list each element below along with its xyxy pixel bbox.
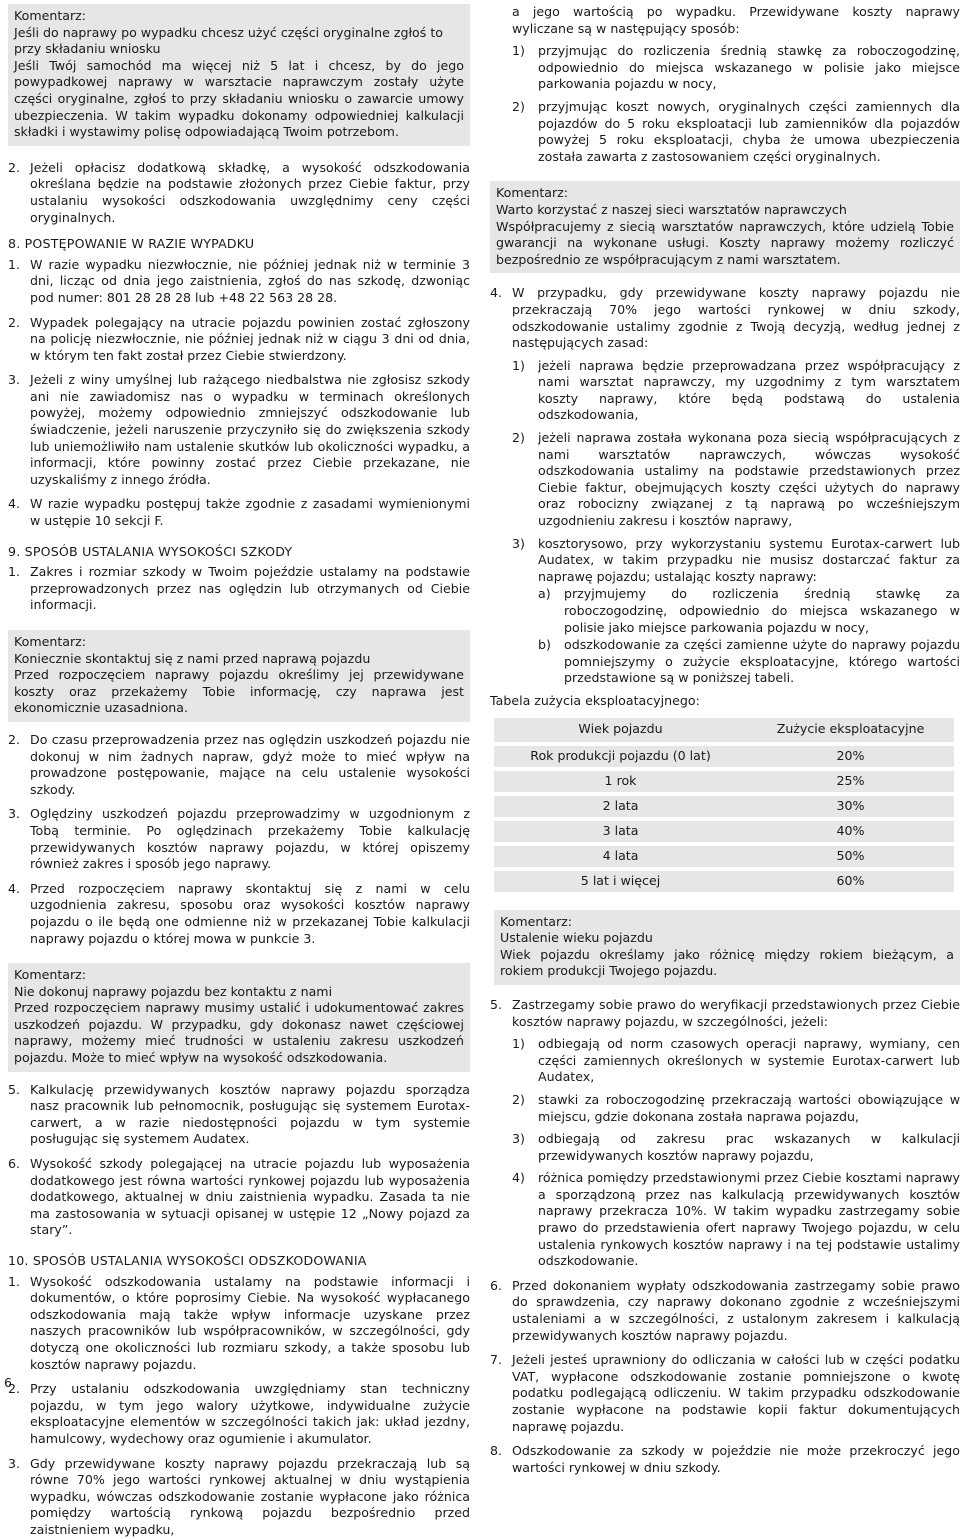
table-cell: 25% xyxy=(747,771,954,794)
table-cell: 3 lata xyxy=(494,821,747,844)
table-row xyxy=(494,821,954,844)
sub-item: 3) kosztorysowo, przy wykorzystaniu systemu Eurotax-carwert lub Audatex, w takim przypadku nie musisz dostarczać faktur za naprawę pojazdu; ustalając koszty naprawy: xyxy=(512,535,960,584)
comment-box-vehicle-age: Komentarz: Ustalenie wieku pojazdu Wiek pojazdu określamy jako różnicę między rokiem bieżącym, a rokiem produkcji Twojego pojazdu. xyxy=(494,910,960,985)
table-caption: Tabela zużycia eksploatacyjnego: xyxy=(490,692,700,708)
list-item: 1. Wysokość odszkodowania ustalamy na podstawie informacji i dokumentów, o które poprosimy Ciebie. Na wysokość wypłacanego odszkodowania mają także wpływ informacje uzyskane przez naszych pracowników lub współpracowników, w szczególności, gdy dotyczą one okoliczności lub rozmiaru szkody, a także sposobu lub kosztów naprawy pojazdu. xyxy=(8,1273,470,1372)
list-item: 4. W razie wypadku postępuj także zgodnie z zasadami wymienionymi w ustępie 10 sekcji F. xyxy=(8,496,470,529)
table-cell: Rok produkcji pojazdu (0 lat) xyxy=(494,746,747,769)
section-9-heading: 9. SPOSÓB USTALANIA WYSOKOŚCI SZKODY xyxy=(8,543,293,559)
table-cell: 1 rok xyxy=(494,771,747,794)
sub-item: 1) przyjmując do rozliczenia średnią stawkę za roboczogodzinę, odpowiednio do miejsca wskazanego w polisie jako miejsce parkowania pojazdu w nocy, xyxy=(512,43,960,92)
list-item: 8. Odszkodowanie za szkody w pojeździe nie może przekroczyć jego wartości rynkowej w dniu szkody. xyxy=(490,1443,960,1475)
section-8-heading: 8. POSTĘPOWANIE W RAZIE WYPADKU xyxy=(8,236,255,252)
comment-text: Jeśli Twój samochód ma więcej niż 5 lat i chcesz, by do jego powypadkowej naprawy w warsztacie naprawczym zostały użyte części oryginalne, zgłoś to przy składaniu wniosku o zawarcie umowy ubezpieczenia. W takim wypadku dokonamy odpowiedniej kalkulacji składki i wystawimy polisę odpowiadającą Twoim potrzebom. xyxy=(14,57,464,140)
list-item: 3. Gdy przewidywane koszty naprawy pojazdu przekraczają lub są równe 70% jego wartości rynkowej aktualnej w dniu wystąpienia wypadku, wówczas odszkodowanie zostanie wypłacone jako różnica pomiędzy wartością rynkową pojazdu bezpośrednio przed zaistnieniem wypadku, xyxy=(8,1455,470,1537)
wear-table xyxy=(494,716,954,896)
table-cell: 2 lata xyxy=(494,796,747,819)
table-row xyxy=(494,846,954,869)
list-item: 7. Jeżeli jesteś uprawniony do odliczania w całości lub w części podatku VAT, wypłacone odszkodowanie zostanie pomniejszone o kwotę podatku podlegającą odliczeniu. W takim przypadku odszkodowanie zostanie wypłacone na podstawie kopii faktur dokumentujących naprawę pojazdu. xyxy=(490,1352,960,1434)
list-item: 2. Wypadek polegający na utracie pojazdu powinien zostać zgłoszony na policję niezwłocznie, nie później jednak niż w ciągu 3 dni od dnia, w którym ten fakt został przez Ciebie stwierdzony. xyxy=(8,314,470,363)
list-item: 2. Jeżeli opłacisz dodatkową składkę, a wysokość odszkodowania określana będzie na podstawie złożonych przez Ciebie faktur, przy ustalaniu wysokości odszkodowania uwzględnimy ceny części oryginalnych. xyxy=(8,159,470,225)
comment-box-contact-before-repair: Komentarz: Koniecznie skontaktuj się z nami przed naprawą pojazdu Przed rozpoczęciem naprawy pojazdu określimy jej przewidywane koszty oraz przekażemy Tobie informację, czy naprawa jest ekonomicznie uzasadniona. xyxy=(8,630,470,722)
list-item: 3. Jeżeli z winy umyślnej lub rażącego niedbalstwa nie zgłosisz szkody ani nie zawiadomisz nas o wypadku w terminach określonych powyżej, możemy odpowiednio zmniejszyć odszkodowanie lub świadczenie, jeżeli naruszenie przyczyniło się do zwiększenia szkody lub uniemożliwiło nam ustalenie skutków lub okoliczności wypadku, a informacji, które powinny zostać przez Ciebie przekazane, nie uzyskaliśmy z innego źródła. xyxy=(8,372,470,487)
page-number: 6 xyxy=(4,1375,13,1390)
sub-item: 2) przyjmując koszt nowych, oryginalnych części zamiennych dla pojazdów do 5 roku eksploatacji lub zamienników dla pojazdów powyżej 5 roku eksploatacji, chyba że umowa ubezpieczenia została zawarta z zastosowaniem części oryginalnych. xyxy=(512,98,960,164)
list-item: 5. Zastrzegamy sobie prawo do weryfikacji przedstawionych przez Ciebie kosztów naprawy pojazdu, w szczególności, jeżeli: xyxy=(490,996,960,1029)
table-header-row xyxy=(494,718,954,744)
right-column xyxy=(490,4,960,1476)
comment-label: Komentarz: xyxy=(14,8,87,23)
table-row xyxy=(494,771,954,794)
comment-box-original-parts xyxy=(8,4,470,146)
list-item: 1. W razie wypadku niezwłocznie, nie później jednak niż w terminie 3 dni, licząc od dnia jego zaistnienia, zgłoś do nas szkodę, dzwoniąc pod numer: 801 28 28 28 lub +48 22 563 28 28. xyxy=(8,256,470,305)
list-item: 4. W przypadku, gdy przewidywane koszty naprawy pojazdu nie przekraczają 70% jego wartości rynkowej w dniu szkody, odszkodowanie ustalimy zgodnie z Twoją decyzją, według jednej z następujących zasad: xyxy=(490,285,960,351)
sub-item: 2) jeżeli naprawa została wykonana poza siecią współpracujących z nami warsztatów naprawczych, wówczas wysokość odszkodowania ustalimy na podstawie przedstawionych przez Ciebie faktur, obejmujących koszty części użytych do naprawy oraz robocizny związanej z tą naprawą po wcześniejszym uzgodnieniu zakresu i kosztów naprawy, xyxy=(512,430,960,529)
list-item: 2. Przy ustalaniu odszkodowania uwzględniamy stan techniczny pojazdu, w tym jego walory użytkowe, indywidualne zużycie eksploatacyjne elementów w szczególności takich jak: układ jezdny, hamulcowy, wydechowy oraz ogumienie i akumulator. xyxy=(8,1381,470,1446)
continued-text: a jego wartością po wypadku. Przewidywane koszty naprawy wyliczane są w następujący sposób: xyxy=(512,4,960,36)
sub-sub-item: a) przyjmujemy do rozliczenia średnią stawkę za roboczogodzinę, odpowiednio do miejsca wskazanego w polisie jako miejsce parkowania pojazdu w nocy, xyxy=(538,586,960,635)
left-column xyxy=(8,4,470,1539)
table-cell: 50% xyxy=(747,846,954,869)
table-cell: 40% xyxy=(747,821,954,844)
sub-item: 1) odbiegają od norm czasowych operacji naprawy, wymiany, cen części zamiennych określonych w systemie Eurotax-carwert lub Audatex, xyxy=(512,1036,960,1085)
table-row xyxy=(494,746,954,769)
list-item: 6. Wysokość szkody polegającej na utracie pojazdu lub wyposażenia dodatkowego jest równa wartości rynkowej pojazdu lub wyposażenia dodatkowego, aktualnej w dniu zaistnienia wypadku. Zasada ta nie ma zastosowania w sytuacji opisanej w ustępie 12 „Nowy pojazd za stary”. xyxy=(8,1156,470,1238)
table-cell: 5 lat i więcej xyxy=(494,871,747,894)
list-item: 5. Kalkulację przewidywanych kosztów naprawy pojazdu sporządza nasz pracownik lub pełnomocnik, posługując się systemem Eurotax-carwert, a w razie niedostępności pojazdu w tym systemie posługując się systemem Audatex. xyxy=(8,1081,470,1147)
sub-item: 3) odbiegają od zakresu prac wskazanych w kalkulacji przewidywanych kosztów naprawy pojazdu, xyxy=(512,1131,960,1163)
list-item: 4. Przed rozpoczęciem naprawy skontaktuj się z nami w celu uzgodnienia zakresu, sposobu oraz wysokości kosztów naprawy pojazdu o ile będą one odmienne niż w przekazanej Tobie kalkulacji naprawy pojazdu o której mowa w punkcie 3. xyxy=(8,880,470,946)
comment-box-no-repair-without-contact: Komentarz: Nie dokonuj naprawy pojazdu bez kontaktu z nami Przed rozpoczęciem naprawy musimy ustalić i udokumentować zakres uszkodzeń pojazdu. W przypadku, gdy dokonasz nawet częściowej naprawy, możemy mieć trudności w ustaleniu zakresu uszkodzeń pojazdu. Może to mieć wpływ na wysokość odszkodowania. xyxy=(8,963,470,1072)
table-cell: 4 lata xyxy=(494,846,747,869)
comment-heading: Jeśli do naprawy po wypadku chcesz użyć części oryginalne zgłoś to przy składaniu wniosku xyxy=(14,24,443,57)
list-item: 6. Przed dokonaniem wypłaty odszkodowania zastrzegamy sobie prawo do sprawdzenia, czy naprawy dokonano zgodnie z wcześniejszymi ustaleniami a w szczególności, z ustalonym zakresem i kalkulacją przewidywanych kosztów naprawy pojazdu. xyxy=(490,1277,960,1343)
list-item: 2. Do czasu przeprowadzenia przez nas oględzin uszkodzeń pojazdu nie dokonuj w nim żadnych napraw, gdyż może to mieć wpływ na prowadzone postępowanie, mające na celu ustalenie wysokości szkody. xyxy=(8,731,470,797)
table-cell: 60% xyxy=(747,871,954,894)
table-cell: 20% xyxy=(747,746,954,769)
table-header-cell: Zużycie eksploatacyjne xyxy=(747,718,954,744)
table-row xyxy=(494,871,954,894)
section-10-heading: 10. SPOSÓB USTALANIA WYSOKOŚCI ODSZKODOWANIA xyxy=(8,1253,367,1268)
sub-item: 1) jeżeli naprawa będzie przeprowadzana przez współpracujący z nami warsztat naprawczy, my uzgodnimy z tym warsztatem koszty naprawy, które będą podstawą do ustalenia odszkodowania, xyxy=(512,357,960,423)
sub-sub-item: b) odszkodowanie za części zamienne użyte do naprawy pojazdu pomniejszymy o zużycie eksploatacyjne, którego wartości przedstawione są w poniższej tabeli. xyxy=(538,637,960,686)
list-item: 3. Oględziny uszkodzeń pojazdu przeprowadzimy w uzgodnionym z Tobą terminie. Po oględzinach przekażemy Tobie kalkulację przewidywanych kosztów naprawy pojazdu, w której opiszemy również zakres i sposób jego naprawy. xyxy=(8,806,470,872)
table-row xyxy=(494,796,954,819)
comment-box-workshop-network: Komentarz: Warto korzystać z naszej sieci warsztatów naprawczych Współpracujemy z siecią warsztatów naprawczych, które udzielą Tobie gwarancji na wykonane usługi. Koszty naprawy możemy rozliczyć bezpośrednio ze współpracującym z nami warsztatem. xyxy=(490,181,960,273)
sub-item: 4) różnica pomiędzy przedstawionymi przez Ciebie kosztami naprawy a sporządzoną przez nas kalkulacją przewidywanych kosztów naprawy przekracza 10%. W takim wypadku zastrzegamy sobie prawo do przedstawienia ofert naprawy Twojego pojazdu, w celu ustalenia rynkowych kosztów naprawy i na tej podstawie ustalimy odszkodowanie. xyxy=(512,1170,960,1269)
list-item: 1. Zakres i rozmiar szkody w Twoim pojeździe ustalamy na podstawie przeprowadzonych przez nas oględzin lub otrzymanych od Ciebie informacji. xyxy=(8,564,470,613)
sub-item: 2) stawki za roboczogodzinę przekraczają wartości obowiązujące w miejscu, gdzie dokonana została naprawa pojazdu, xyxy=(512,1091,960,1124)
table-cell: 30% xyxy=(747,796,954,819)
table-header-cell: Wiek pojazdu xyxy=(494,718,747,744)
